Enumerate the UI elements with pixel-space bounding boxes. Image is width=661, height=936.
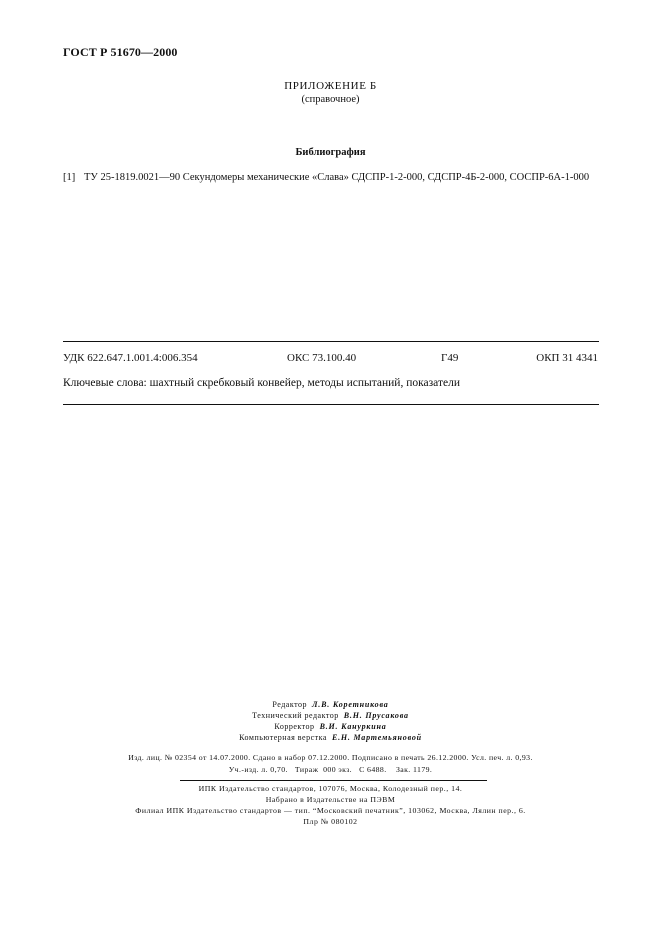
divider-bottom [63, 404, 599, 405]
editors-block [0, 699, 661, 743]
publication-line: Изд. лиц. № 02354 от 14.07.2000. Сдано в набор 07.12.2000. Подписано в печать 26.12.2000. Усл. печ. л. 0,93. [128, 753, 533, 762]
editor-line [0, 699, 661, 710]
printer-line: Набрано в Издательстве на ПЭВМ [265, 795, 396, 804]
okp-code: ОКП 31 4341 [536, 352, 598, 364]
bibliography-item-text: ТУ 25-1819.0021—90 Секундомеры механические «Слава» СДСПР-1-2-000, СДСПР-4Б-2-000, СОСПР-6А-1-000 [84, 172, 590, 183]
tech-editor-line [0, 710, 661, 721]
group-code: Г49 [441, 352, 459, 364]
keywords: Ключевые слова: шахтный скребковый конвейер, методы испытаний, показатели [63, 377, 461, 389]
bibliography-heading: Библиография [295, 147, 366, 158]
printer-info [0, 783, 661, 827]
tech-editor-role: Технический редактор [252, 711, 339, 720]
tech-editor-name: В.Н. Прусакова [343, 711, 409, 720]
udk-code: УДК 622.647.1.001.4:006.354 [63, 352, 198, 364]
annex-subtitle: (справочное) [301, 94, 360, 105]
annex-title: ПРИЛОЖЕНИЕ Б [284, 80, 377, 92]
corrector-role: Корректор [274, 722, 315, 731]
document-code: ГОСТ Р 51670—2000 [63, 45, 178, 59]
printer-line: Филиал ИПК Издательство стандартов — тип. “Московский печатник”, 103062, Москва, Лялин пер., 6. [135, 806, 526, 815]
layout-name: Е.Н. Мартемьяновой [331, 733, 422, 742]
oks-code: ОКС 73.100.40 [287, 352, 357, 364]
editor-role: Редактор [272, 700, 307, 709]
corrector-name: В.И. Кануркина [319, 722, 387, 731]
corrector-line [0, 721, 661, 732]
printer-line: Плр № 080102 [303, 817, 358, 826]
layout-line [0, 732, 661, 743]
divider-top [63, 341, 599, 342]
bibliography-item-number: [1] [63, 172, 76, 183]
layout-role: Компьютерная верстка [239, 733, 327, 742]
bibliography-item [63, 171, 603, 184]
divider-thin [180, 780, 487, 781]
printer-line: ИПК Издательство стандартов, 107076, Москва, Колодезный пер., 14. [198, 784, 463, 793]
publication-info [0, 752, 661, 776]
publication-line: Уч.-изд. л. 0,70. Тираж 000 экз. С 6488. Зак. 1179. [228, 765, 433, 774]
editor-name: Л.В. Коретникова [312, 700, 389, 709]
